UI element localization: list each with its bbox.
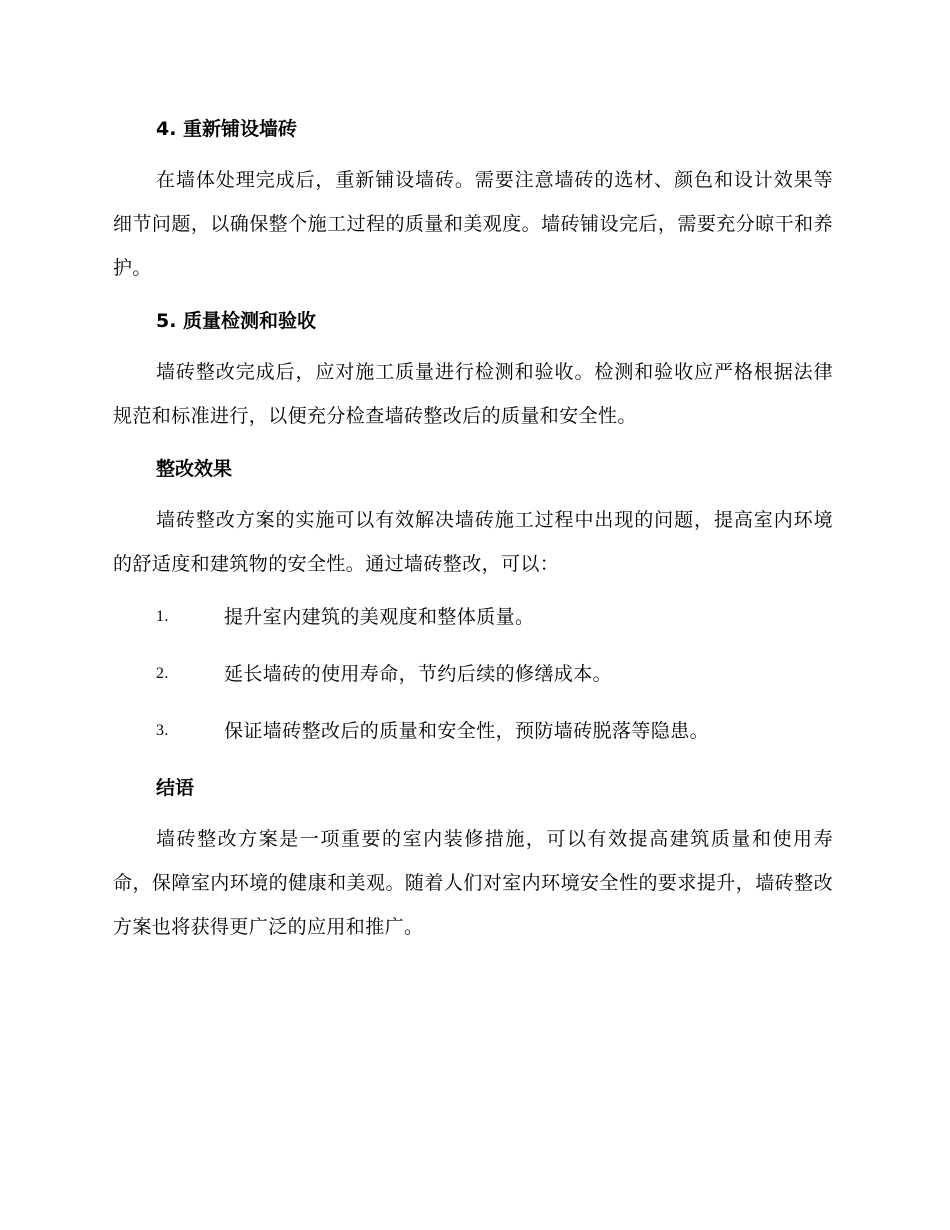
section-heading-inspection: 5. 质量检测和验收 bbox=[156, 310, 317, 332]
effect-list bbox=[113, 600, 833, 771]
paragraph-effect: 墙砖整改方案的实施可以有效解决墙砖施工过程中出现的问题，提高室内环境的舒适度和建筑物的安全性。通过墙砖整改，可以： bbox=[113, 509, 833, 575]
list-item-number: 3. bbox=[156, 722, 169, 739]
section-heading-effect: 整改效果 bbox=[156, 458, 233, 480]
list-item-text: 保证墙砖整改后的质量和安全性，预防墙砖脱落等隐患。 bbox=[224, 720, 710, 742]
document-body bbox=[113, 112, 833, 949]
list-item-text: 提升室内建筑的美观度和整体质量。 bbox=[224, 606, 535, 628]
list-item bbox=[113, 657, 833, 714]
list-item bbox=[113, 600, 833, 657]
paragraph-retile: 在墙体处理完成后，重新铺设墙砖。需要注意墙砖的选材、颜色和设计效果等细节问题，以确保整个施工过程的质量和美观度。墙砖铺设完后，需要充分晾干和养护。 bbox=[113, 169, 833, 279]
section-heading-conclusion: 结语 bbox=[156, 777, 195, 799]
list-item-text: 延长墙砖的使用寿命，节约后续的修缮成本。 bbox=[224, 663, 613, 685]
list-item-number: 2. bbox=[156, 665, 169, 682]
section-heading-retile: 4. 重新铺设墙砖 bbox=[156, 118, 298, 140]
list-item-number: 1. bbox=[156, 608, 169, 625]
list-item bbox=[113, 714, 833, 771]
paragraph-inspection: 墙砖整改完成后，应对施工质量进行检测和验收。检测和验收应严格根据法律规范和标准进行，以便充分检查墙砖整改后的质量和安全性。 bbox=[113, 361, 833, 427]
paragraph-conclusion: 墙砖整改方案是一项重要的室内装修措施，可以有效提高建筑质量和使用寿命，保障室内环境的健康和美观。随着人们对室内环境安全性的要求提升，墙砖整改方案也将获得更广泛的应用和推广。 bbox=[113, 828, 833, 938]
